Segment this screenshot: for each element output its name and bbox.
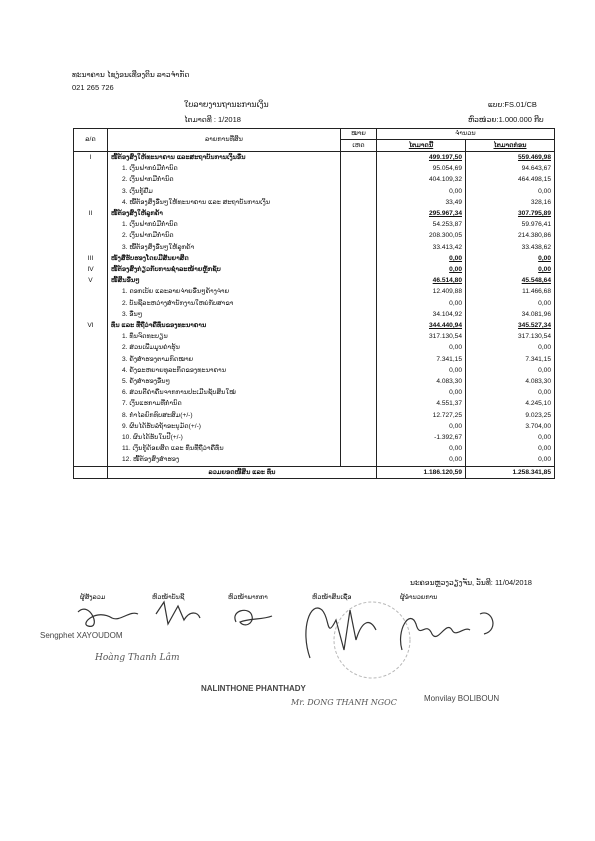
- row-current-value: [377, 286, 466, 297]
- row-current-value: [377, 342, 466, 353]
- row-previous-value: [466, 354, 555, 365]
- row-note: [341, 197, 377, 208]
- row-current-value: [377, 365, 466, 376]
- table-row: [74, 275, 555, 286]
- row-note: [341, 454, 377, 466]
- current-value: -1.392,67: [434, 434, 462, 442]
- row-note: [341, 264, 377, 275]
- previous-value: 45.548,64: [521, 277, 551, 285]
- current-value: 46.514,80: [432, 277, 462, 285]
- row-previous-value: [466, 264, 555, 275]
- row-current-value: [377, 253, 466, 264]
- table-row: [74, 365, 555, 376]
- signer-name-4: Mr. DONG THANH NGOC: [291, 698, 397, 707]
- table-row: [74, 354, 555, 365]
- row-previous-value: [466, 152, 555, 164]
- row-description: ໜີ້ຕ້ອງສົ່ງໃຫ້ທະນາຄານ ແລະສະຖາບັນການເງິນອື່ນ: [108, 152, 341, 164]
- table-row: [74, 264, 555, 275]
- row-description: 12. ໜີ້ຕ້ອງສົ່ງສຳຮອງ: [108, 454, 341, 466]
- row-code: [74, 242, 108, 253]
- row-code: [74, 387, 108, 398]
- row-previous-value: [466, 410, 555, 421]
- row-note: [341, 298, 377, 309]
- row-note: [341, 219, 377, 230]
- row-previous-value: [466, 242, 555, 253]
- previous-value: 0,00: [538, 299, 551, 307]
- row-description: 3. ໜີ້ຕ້ອງສົ່ງອື່ນໆໃຫ້ລູກຄ້າ: [108, 242, 341, 253]
- previous-value: 59.976,41: [521, 221, 551, 229]
- row-description: 11. ເງິນກູ້ດ້ອຍສິດ ແລະ ທຶນທີ່ຖືວ່າຄືທຶນ: [108, 443, 341, 454]
- unit-label: ຫົວໜ່ວຍ:1.000.000 ກີບ: [468, 115, 544, 124]
- current-value: 12.409,88: [432, 288, 462, 296]
- row-description: 4. ຄັງຂະຫຍາຍທຸລະກິດຂອງທະນາຄານ: [108, 365, 341, 376]
- row-code: [74, 410, 108, 421]
- row-description: 1. ເງິນຝາກບໍ່ມີກຳນົດ: [108, 219, 341, 230]
- row-description: 6. ສ່ວນຕີຄ່າຄືນຈາກການປະເມີນຊັບສິນໃໝ່: [108, 387, 341, 398]
- signer-role-5: ຜູ້ອຳນວຍການ: [400, 594, 438, 601]
- signature-3: [235, 610, 272, 625]
- signature-4: [306, 608, 376, 658]
- row-note: [341, 174, 377, 185]
- row-current-value: [377, 421, 466, 432]
- table-row: [74, 421, 555, 432]
- row-current-value: [377, 454, 466, 466]
- report-period: ໄຕມາດທີ : 1/2018: [184, 115, 241, 124]
- row-code: [74, 230, 108, 241]
- row-previous-value: [466, 219, 555, 230]
- row-description: 3. ອື່ນໆ: [108, 309, 341, 320]
- row-code: [74, 432, 108, 443]
- row-current-value: [377, 186, 466, 197]
- row-code: [74, 309, 108, 320]
- current-value: 7.341,15: [436, 355, 462, 363]
- signer-name-3: NALINTHONE PHANTHADY: [201, 684, 306, 693]
- row-description: 3. ຄັງສຳຮອງຕາມກົດໝາຍ: [108, 354, 341, 365]
- row-code: II: [74, 208, 108, 219]
- row-code: [74, 286, 108, 297]
- row-previous-value: [466, 443, 555, 454]
- row-current-value: [377, 152, 466, 164]
- row-current-value: [377, 309, 466, 320]
- previous-value: 0,00: [538, 254, 551, 262]
- row-code: [74, 331, 108, 342]
- row-note: [341, 253, 377, 264]
- table-row: [74, 320, 555, 331]
- table-header-row: [74, 129, 555, 140]
- row-current-value: [377, 443, 466, 454]
- row-note: [341, 398, 377, 409]
- row-code: [74, 163, 108, 174]
- row-code: [74, 365, 108, 376]
- row-description: 7. ເງິນແຮກາມທີ່ກຳນົດ: [108, 398, 341, 409]
- current-value: 0,00: [449, 254, 462, 262]
- row-note: [341, 275, 377, 286]
- row-code: [74, 174, 108, 185]
- signature-5: [401, 613, 493, 650]
- row-description: ໜັງສືຮັບຮອງໂດຍມີສັນຍາສິດ: [108, 253, 341, 264]
- row-note: [341, 432, 377, 443]
- row-note: [341, 410, 377, 421]
- previous-value: 0,00: [538, 456, 551, 464]
- row-previous-value: [466, 365, 555, 376]
- table-row: [74, 230, 555, 241]
- current-value: 0,00: [449, 389, 462, 397]
- row-note: [341, 320, 377, 331]
- previous-value: 307.795,89: [517, 210, 551, 218]
- total-code: [74, 466, 108, 478]
- row-previous-value: [466, 376, 555, 387]
- row-current-value: [377, 331, 466, 342]
- current-value: 0,00: [449, 456, 462, 464]
- table-row: [74, 432, 555, 443]
- row-previous-value: [466, 342, 555, 353]
- row-previous-value: [466, 208, 555, 219]
- row-code: [74, 443, 108, 454]
- row-current-value: [377, 264, 466, 275]
- current-value: 95.054,69: [432, 165, 462, 173]
- total-previous: 1.258.341,85: [466, 466, 555, 478]
- row-description: ທຶນ ແລະ ທີ່ຖືວ່າຄືທຶນຂອງທະນາຄານ: [108, 320, 341, 331]
- row-current-value: [377, 275, 466, 286]
- row-previous-value: [466, 309, 555, 320]
- row-description: ໜີ້ຕ້ອງສົ່ງໃຫ້ລູກຄ້າ: [108, 208, 341, 219]
- row-note: [341, 354, 377, 365]
- row-code: [74, 354, 108, 365]
- row-code: V: [74, 275, 108, 286]
- row-previous-value: [466, 186, 555, 197]
- previous-value: 559.469,98: [517, 154, 551, 161]
- row-previous-value: [466, 320, 555, 331]
- table-row: [74, 331, 555, 342]
- company-name: ທະນາຄານ ໄຊງ່ອນເທືອງຕິນ ລາວຈຳກັດ: [72, 70, 190, 79]
- previous-value: 317.130,54: [517, 333, 551, 341]
- row-note: [341, 163, 377, 174]
- row-note: [341, 342, 377, 353]
- table-row: [74, 253, 555, 264]
- row-note: [341, 208, 377, 219]
- col-number-header: ລ/ດ: [74, 129, 108, 152]
- current-value: 54.253,87: [432, 221, 462, 229]
- place-date: ນະຄອນຫຼວງວຽງຈັນ, ວັນທີ: 11/04/2018: [410, 578, 532, 587]
- row-note: [341, 152, 377, 164]
- row-code: III: [74, 253, 108, 264]
- table-row: [74, 454, 555, 466]
- row-current-value: [377, 174, 466, 185]
- table-row: [74, 342, 555, 353]
- table-row: [74, 242, 555, 253]
- previous-value: 214.380,86: [517, 232, 551, 240]
- current-value: 404.109,32: [428, 176, 462, 184]
- total-label: ລວມຍອດໜີ້ສິນ ແລະ ທຶນ: [108, 466, 377, 478]
- row-note: [341, 376, 377, 387]
- col-note-header: ໝາຍ: [341, 129, 377, 140]
- signer-name-5: Monvilay BOLIBOUN: [424, 694, 500, 703]
- total-row: [74, 466, 555, 478]
- row-current-value: [377, 398, 466, 409]
- row-description: 4. ໜີ້ຕ້ອງສົ່ງອື່ນໆໃຫ້ທະນາຄານ ແລະ ສະຖາບັນການເງິນ: [108, 197, 341, 208]
- current-value: 499.197,50: [428, 154, 462, 161]
- row-current-value: [377, 242, 466, 253]
- signer-role-2: ຫົວໜ້າບັນຊີ: [152, 594, 185, 601]
- row-code: IV: [74, 264, 108, 275]
- signature-1: [78, 609, 138, 626]
- signer-name-1: Sengphet XAYOUDOM: [40, 631, 123, 640]
- row-previous-value: [466, 253, 555, 264]
- row-previous-value: [466, 174, 555, 185]
- previous-value: 0,00: [538, 366, 551, 374]
- table-row: [74, 387, 555, 398]
- row-description: 1. ທຶນຈົດທະບຽນ: [108, 331, 341, 342]
- current-value: 34.104,92: [432, 310, 462, 318]
- previous-value: 0,00: [538, 266, 551, 274]
- row-current-value: [377, 163, 466, 174]
- table-row: [74, 163, 555, 174]
- row-note: [341, 443, 377, 454]
- current-value: 208.300,05: [428, 232, 462, 240]
- previous-value: 345.527,34: [517, 322, 551, 330]
- row-description: 2. ສ່ວນເພີ່ມມູນຄ່າຮຸ້ນ: [108, 342, 341, 353]
- row-current-value: [377, 410, 466, 421]
- report-title: ໃບລາຍງານຖານະການເງິນ: [184, 100, 269, 109]
- row-code: [74, 298, 108, 309]
- table-row: [74, 410, 555, 421]
- current-value: 0,00: [449, 445, 462, 453]
- row-current-value: [377, 230, 466, 241]
- previous-value: 0,00: [538, 445, 551, 453]
- row-previous-value: [466, 387, 555, 398]
- previous-value: 4.083,30: [525, 378, 551, 386]
- row-previous-value: [466, 298, 555, 309]
- current-value: 4.551,37: [436, 400, 462, 408]
- row-note: [341, 331, 377, 342]
- row-current-value: [377, 432, 466, 443]
- row-code: [74, 454, 108, 466]
- signer-role-4: ຫົວໜ້າສິນເຊື່ອ: [312, 594, 352, 601]
- row-code: [74, 219, 108, 230]
- row-note: [341, 230, 377, 241]
- form-code: ແບບ:FS.01/CB: [488, 100, 537, 109]
- row-note: [341, 387, 377, 398]
- current-value: 12.727,25: [432, 411, 462, 419]
- signature-marks: [60, 600, 560, 690]
- current-value: 0,00: [449, 366, 462, 374]
- row-code: [74, 186, 108, 197]
- table-row: [74, 376, 555, 387]
- row-description: ໜີ້ຕ້ອງສົ່ງກ່ຽວກັບການຊຳລະໜ້າຍຫຼັກຊັບ: [108, 264, 341, 275]
- row-code: [74, 197, 108, 208]
- row-description: 9. ຜົນໄດ້ຮັບລໍຖ້າອະນຸມັດ(+/-): [108, 421, 341, 432]
- row-description: 8. ກຳໄລຍົກທົບສະສົມ(+/-): [108, 410, 341, 421]
- current-value: 0,00: [449, 299, 462, 307]
- table-row: [74, 197, 555, 208]
- col-amount-header: ຈຳນວນ: [377, 129, 555, 140]
- current-value: 0,00: [449, 266, 462, 274]
- col-note-subheader: ເຫດ: [341, 140, 377, 152]
- row-description: 1. ດອກເບ້ຍ ແລະລາຍຈ່າຍອື່ນໆຄ້າງຈ່າຍ: [108, 286, 341, 297]
- previous-value: 9.023,25: [525, 411, 551, 419]
- previous-value: 34.081,96: [521, 310, 551, 318]
- row-current-value: [377, 320, 466, 331]
- row-note: [341, 286, 377, 297]
- row-description: 2. ເງິນຝາກມີກຳນົດ: [108, 174, 341, 185]
- row-description: 10. ຜົນໄດ້ຮັບໃນປີ(+/-): [108, 432, 341, 443]
- previous-value: 0,00: [538, 187, 551, 195]
- row-description: 2. ເງິນຝາກມີກຳນົດ: [108, 230, 341, 241]
- row-current-value: [377, 354, 466, 365]
- row-code: [74, 376, 108, 387]
- previous-value: 33.438,62: [521, 243, 551, 251]
- current-value: 33.413,42: [432, 243, 462, 251]
- col-previous-header: ໄຕມາດກ່ອນ: [466, 140, 555, 152]
- row-previous-value: [466, 432, 555, 443]
- signer-role-1: ຜູ້ສັງລວມ: [80, 594, 106, 601]
- row-current-value: [377, 197, 466, 208]
- row-description: 1. ເງິນຝາກບໍ່ມີກຳນົດ: [108, 163, 341, 174]
- row-code: VI: [74, 320, 108, 331]
- row-description: 5. ຄັງສຳຮອງອື່ນໆ: [108, 376, 341, 387]
- row-previous-value: [466, 197, 555, 208]
- current-value: 344.440,94: [428, 322, 462, 330]
- row-code: I: [74, 152, 108, 164]
- row-code: [74, 421, 108, 432]
- row-description: 3. ເງິນກູ້ຢືມ: [108, 186, 341, 197]
- col-item-header: ລາຍການທີ່ສິນ: [108, 129, 341, 152]
- table-row: [74, 286, 555, 297]
- row-current-value: [377, 387, 466, 398]
- current-value: 317.130,54: [428, 333, 462, 341]
- table-row: [74, 152, 555, 164]
- previous-value: 464.498,15: [517, 176, 551, 184]
- previous-value: 328,16: [530, 198, 551, 206]
- row-description: ໜີ້ສິນອື່ນໆ: [108, 275, 341, 286]
- previous-value: 7.341,15: [525, 355, 551, 363]
- col-current-header: ໄຕມາດນີ້: [377, 140, 466, 152]
- current-value: 33,49: [445, 198, 462, 206]
- previous-value: 3.704,00: [525, 422, 551, 430]
- row-previous-value: [466, 454, 555, 466]
- company-phone: 021 265 726: [72, 83, 114, 92]
- row-previous-value: [466, 331, 555, 342]
- row-note: [341, 365, 377, 376]
- row-previous-value: [466, 421, 555, 432]
- signature-2: [156, 602, 200, 624]
- table-row: [74, 208, 555, 219]
- signer-name-2: Hoàng Thanh Lâm: [95, 653, 180, 663]
- row-note: [341, 242, 377, 253]
- row-previous-value: [466, 286, 555, 297]
- current-value: 295.967,34: [428, 210, 462, 218]
- total-current: 1.186.120,59: [377, 466, 466, 478]
- current-value: 0,00: [449, 344, 462, 352]
- previous-value: 4.245,10: [525, 400, 551, 408]
- row-description: 2. ບັນຊີລະຫວ່າງສຳນັກງານໃຫຍ່ກັບສາຂາ: [108, 298, 341, 309]
- table-row: [74, 174, 555, 185]
- previous-value: 0,00: [538, 434, 551, 442]
- row-previous-value: [466, 275, 555, 286]
- row-previous-value: [466, 163, 555, 174]
- row-note: [341, 421, 377, 432]
- row-previous-value: [466, 230, 555, 241]
- row-code: [74, 342, 108, 353]
- row-current-value: [377, 219, 466, 230]
- row-code: [74, 398, 108, 409]
- previous-value: 11.466,68: [522, 288, 551, 296]
- table-row: [74, 398, 555, 409]
- current-value: 0,00: [449, 422, 462, 430]
- previous-value: 0,00: [538, 389, 551, 397]
- signer-role-3: ຫົວໜ້າພາກກາ: [228, 594, 268, 601]
- table-row: [74, 443, 555, 454]
- row-current-value: [377, 376, 466, 387]
- row-current-value: [377, 208, 466, 219]
- table-row: [74, 309, 555, 320]
- previous-value: 94.643,67: [521, 165, 551, 173]
- table-row: [74, 298, 555, 309]
- table-row: [74, 219, 555, 230]
- table-row: [74, 186, 555, 197]
- balance-sheet-table: [73, 128, 555, 479]
- previous-value: 0,00: [538, 344, 551, 352]
- row-current-value: [377, 298, 466, 309]
- row-note: [341, 186, 377, 197]
- row-previous-value: [466, 398, 555, 409]
- row-note: [341, 309, 377, 320]
- current-value: 4.083,30: [436, 378, 462, 386]
- current-value: 0,00: [449, 187, 462, 195]
